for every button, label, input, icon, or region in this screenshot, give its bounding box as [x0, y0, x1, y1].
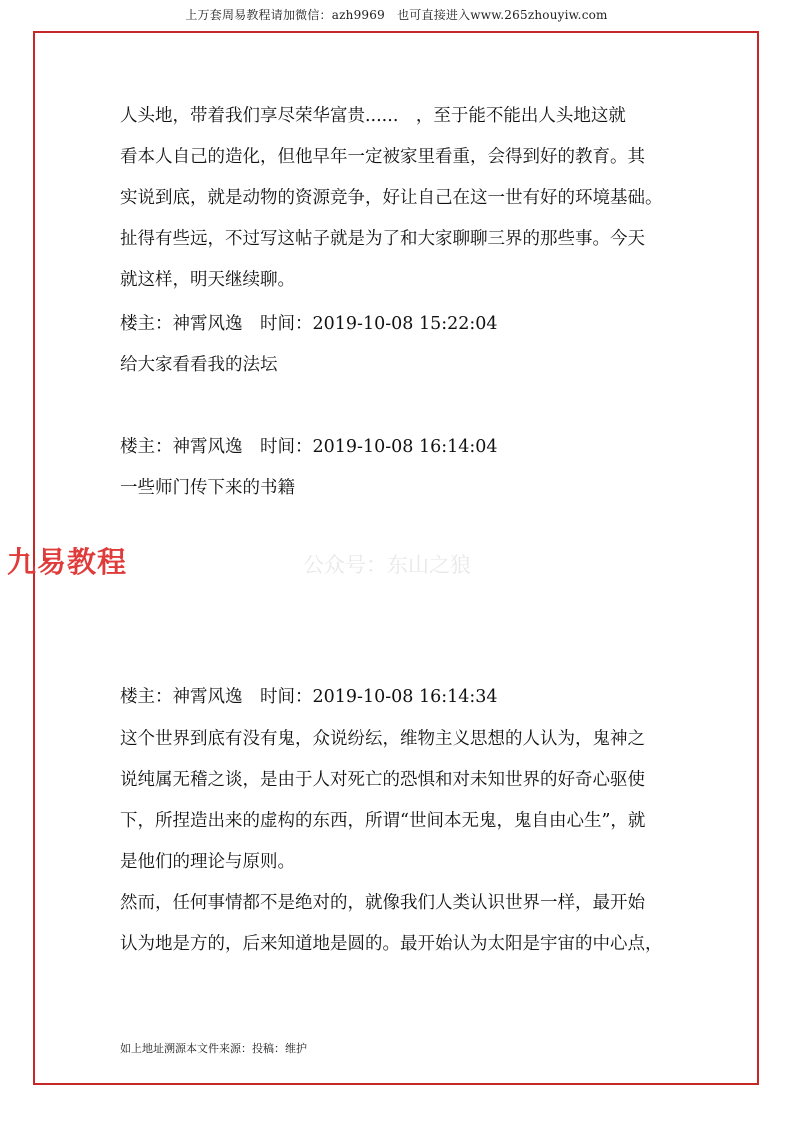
body-line: 这个世界到底有没有鬼，众说纷纭，维物主义思想的人认为，鬼神之	[120, 729, 645, 749]
post-meta: 楼主：神霄风逸 时间：2019-10-08 16:14:34	[120, 687, 498, 707]
post-content: 一些师门传下来的书籍	[120, 478, 295, 498]
brand-watermark: 九易教程	[7, 545, 128, 579]
intro-line: 人头地，带着我们享尽荣华富贵...... ，至于能不能出人头地这就	[120, 106, 626, 126]
intro-line: 就这样，明天继续聊。	[120, 270, 295, 290]
body-line: 然而，任何事情都不是绝对的，就像我们人类认识世界一样，最开始	[120, 893, 645, 913]
post-content: 给大家看看我的法坛	[120, 355, 278, 375]
intro-line: 扯得有些远，不过写这帖子就是为了和大家聊聊三界的那些事。今天	[120, 229, 645, 249]
body-line: 认为地是方的，后来知道地是圆的。最开始认为太阳是宇宙的中心点，	[120, 934, 663, 954]
body-line: 下，所捏造出来的虚构的东西，所谓“世间本无鬼，鬼自由心生”，就	[120, 811, 646, 831]
intro-line: 实说到底，就是动物的资源竞争，好让自己在这一世有好的环境基础。	[120, 188, 663, 208]
intro-line: 看本人自己的造化，但他早年一定被家里看重，会得到好的教育。其	[120, 147, 645, 167]
post-meta: 楼主：神霄风逸 时间：2019-10-08 16:14:04	[120, 437, 498, 457]
body-line: 是他们的理论与原则。	[120, 852, 295, 872]
page-header-notice: 上万套周易教程请加微信：azh9969 也可直接进入www.265zhouyiw.com	[185, 8, 608, 22]
account-watermark: 公众号：东山之狼	[303, 553, 471, 577]
post-meta: 楼主：神霄风逸 时间：2019-10-08 15:22:04	[120, 314, 498, 334]
body-line: 说纯属无稽之谈，是由于人对死亡的恐惧和对未知世界的好奇心驱使	[120, 770, 645, 790]
page-footer-source: 如上地址溯源本文件来源：投稿：维护	[120, 1042, 307, 1055]
